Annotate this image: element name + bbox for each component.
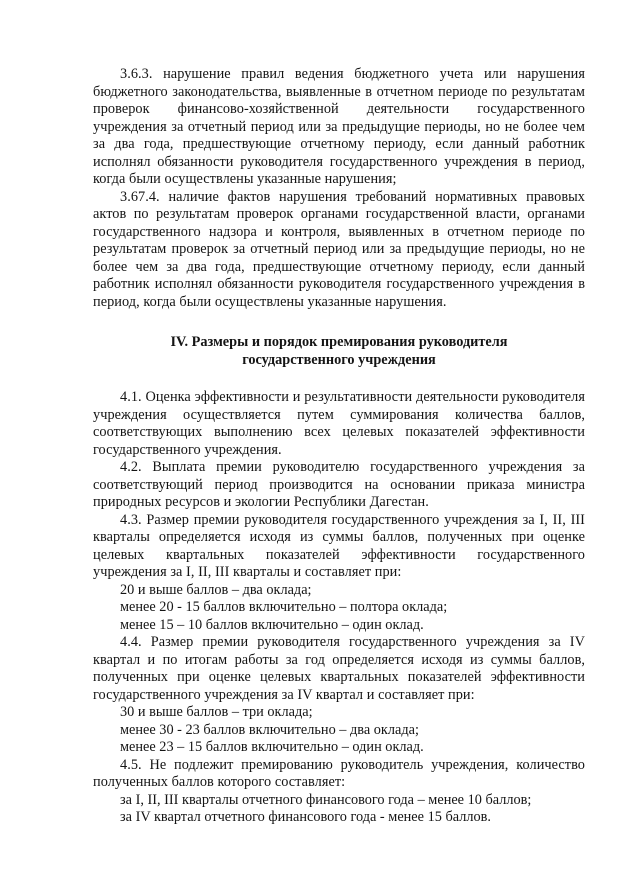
list-item-4-3-a: 20 и выше баллов – два оклада; bbox=[120, 581, 312, 598]
list-item-4-3-b: менее 20 - 15 баллов включительно – полтора оклада; bbox=[120, 599, 448, 615]
section-heading bbox=[93, 333, 585, 369]
paragraph-4-2: 4.2. Выплата премии руководителю государственного учреждения за соответствующий период производится на основании приказа министра природных ресурсов и экологии Республики Дагестан. bbox=[93, 459, 585, 510]
section-heading-line-1: IV. Размеры и порядок премирования руководителя bbox=[170, 334, 508, 350]
paragraph-4-1: 4.1. Оценка эффективности и результативности деятельности руководителя учреждения осуществляется путем суммирования количества баллов, соответствующих выполнению всех целевых показателей эффективности государственного учреждения. bbox=[93, 389, 585, 458]
list-item-4-4-b: менее 30 - 23 баллов включительно – два оклада; bbox=[120, 721, 419, 738]
list-item-4-5-a: за I, II, III кварталы отчетного финансового года – менее 10 баллов; bbox=[120, 791, 532, 808]
paragraph-4-4: 4.4. Размер премии руководителя государственного учреждения за IV квартал и по итогам работы за год определяется исходя из суммы баллов, полученных при оценке целевых квартальных показателей эффективности государственного учреждения за IV квартал и составляет при: bbox=[93, 634, 585, 703]
section-heading-line-2: государственного учреждения bbox=[242, 352, 436, 368]
paragraph-4-5: 4.5. Не подлежит премированию руководитель учреждения, количество полученных баллов которого составляет: bbox=[93, 756, 585, 790]
list-item-4-4-a: 30 и выше баллов – три оклада; bbox=[120, 704, 313, 720]
paragraph-3-6-3: 3.6.3. нарушение правил ведения бюджетного учета или нарушения бюджетного законодательства, выявленные в отчетном периоде по результатам проверок финансово-хозяйственной деятельности государственного учреждения за отчетный период или за предыдущие периоды, но не более чем за два года, предшествующие отчетному периоду, если данный работник исполнял обязанности руководителя государственного учреждения в период, когда были осуществлены указанные нарушения; bbox=[93, 66, 585, 187]
paragraph-4-3: 4.3. Размер премии руководителя государственного учреждения за I, II, III кварталы определяется исходя из суммы баллов, полученных при оценке целевых квартальных показателей эффективности государственного учреждения за I, II, III кварталы и составляет при: bbox=[93, 511, 585, 580]
document-body bbox=[93, 66, 585, 827]
list-item-4-3-c: менее 15 – 10 баллов включительно – один оклад. bbox=[120, 616, 424, 633]
list-item-4-5-b: за IV квартал отчетного финансового года - менее 15 баллов. bbox=[120, 809, 491, 825]
list-item-4-4-c: менее 23 – 15 баллов включительно – один оклад. bbox=[120, 739, 424, 755]
paragraph-3-67-4: 3.67.4. наличие фактов нарушения требований нормативных правовых актов по результатам проверок органами государственной власти, органами государственного надзора и контроля, выявленных в отчетном периоде по результатам проверок за отчетный период или за предыдущие периоды, но не более чем за два года, предшествующие отчетному периоду, если данный работник исполнял обязанности руководителя государственного учреждения в период, когда были осуществлены указанные нарушения. bbox=[93, 188, 585, 310]
